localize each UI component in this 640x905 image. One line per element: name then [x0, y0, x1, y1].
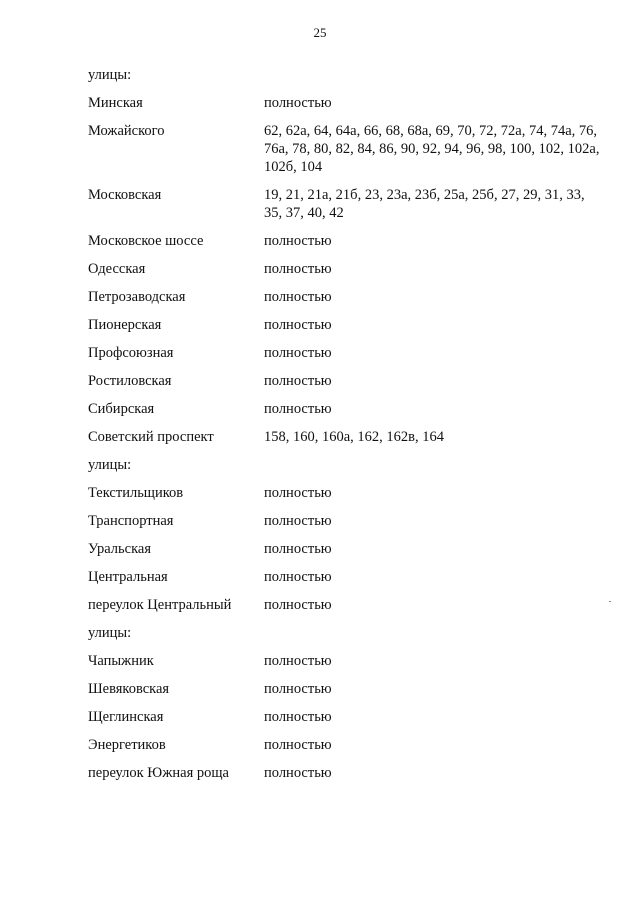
house-numbers: полностью	[264, 289, 332, 305]
street-name: Транспортная	[88, 513, 174, 529]
list-item	[88, 122, 608, 176]
street-name: Чапыжник	[88, 653, 154, 669]
list-item	[88, 680, 608, 698]
list-item	[88, 596, 608, 614]
street-name: Шевяковская	[88, 681, 170, 697]
list-item	[88, 232, 608, 250]
house-numbers: полностью	[264, 95, 332, 111]
list-item	[88, 344, 608, 362]
house-numbers: полностью	[264, 681, 332, 697]
house-numbers: полностью	[264, 317, 332, 333]
street-name: Щеглинская	[88, 709, 164, 725]
section-heading: улицы:	[88, 67, 132, 83]
street-name: переулок Центральный	[88, 597, 232, 613]
street-name: Одесская	[88, 261, 146, 277]
street-name: Петрозаводская	[88, 289, 186, 305]
list-item	[88, 260, 608, 278]
street-list	[88, 66, 608, 792]
house-numbers: полностью	[264, 233, 332, 249]
street-name: Текстильщиков	[88, 485, 184, 501]
page-number: 25	[313, 25, 327, 40]
house-numbers: полностью	[264, 345, 332, 361]
house-numbers: 62, 62а, 64, 64а, 66, 68, 68а, 69, 70, 72, 72а, 74, 74а, 76, 76а, 78, 80, 82, 84, 86, 90, 92, 94, 96, 98, 100, 102, 102а, 102б, 104	[264, 123, 600, 175]
street-name: Советский проспект	[88, 429, 214, 445]
section-heading: улицы:	[88, 625, 132, 641]
house-numbers: полностью	[264, 401, 332, 417]
street-name: Центральная	[88, 569, 168, 585]
house-numbers: 158, 160, 160а, 162, 162в, 164	[264, 429, 445, 445]
list-item	[88, 428, 608, 446]
list-item	[88, 540, 608, 558]
house-numbers: полностью	[264, 765, 332, 781]
list-item	[88, 316, 608, 334]
street-name: Минская	[88, 95, 143, 111]
street-name: Профсоюзная	[88, 345, 174, 361]
street-name: Ростиловская	[88, 373, 172, 389]
house-numbers: полностью	[264, 513, 332, 529]
house-numbers: полностью	[264, 261, 332, 277]
house-numbers: полностью	[264, 653, 332, 669]
house-numbers: полностью	[264, 597, 332, 613]
street-name: Московское шоссе	[88, 233, 204, 249]
list-item	[88, 736, 608, 754]
list-item	[88, 568, 608, 586]
list-item	[88, 400, 608, 418]
house-numbers: полностью	[264, 709, 332, 725]
list-item	[88, 372, 608, 390]
house-numbers: полностью	[264, 541, 332, 557]
list-item	[88, 512, 608, 530]
house-numbers: полностью	[264, 373, 332, 389]
house-numbers: полностью	[264, 737, 332, 753]
street-name: Можайского	[88, 123, 165, 139]
street-name: Энергетиков	[88, 737, 166, 753]
street-name: Пионерская	[88, 317, 162, 333]
list-item	[88, 764, 608, 782]
house-numbers: 19, 21, 21а, 21б, 23, 23а, 23б, 25а, 25б, 27, 29, 31, 33, 35, 37, 40, 42	[264, 187, 585, 221]
house-numbers: полностью	[264, 485, 332, 501]
list-item	[88, 708, 608, 726]
street-name: Сибирская	[88, 401, 155, 417]
list-item	[88, 652, 608, 670]
section-heading: улицы:	[88, 457, 132, 473]
street-name: переулок Южная роща	[88, 765, 229, 781]
street-name: Московская	[88, 187, 162, 203]
scan-speck	[609, 601, 611, 602]
list-item	[88, 484, 608, 502]
list-item	[88, 288, 608, 306]
list-item	[88, 186, 608, 222]
list-item	[88, 94, 608, 112]
house-numbers: полностью	[264, 569, 332, 585]
street-name: Уральская	[88, 541, 152, 557]
